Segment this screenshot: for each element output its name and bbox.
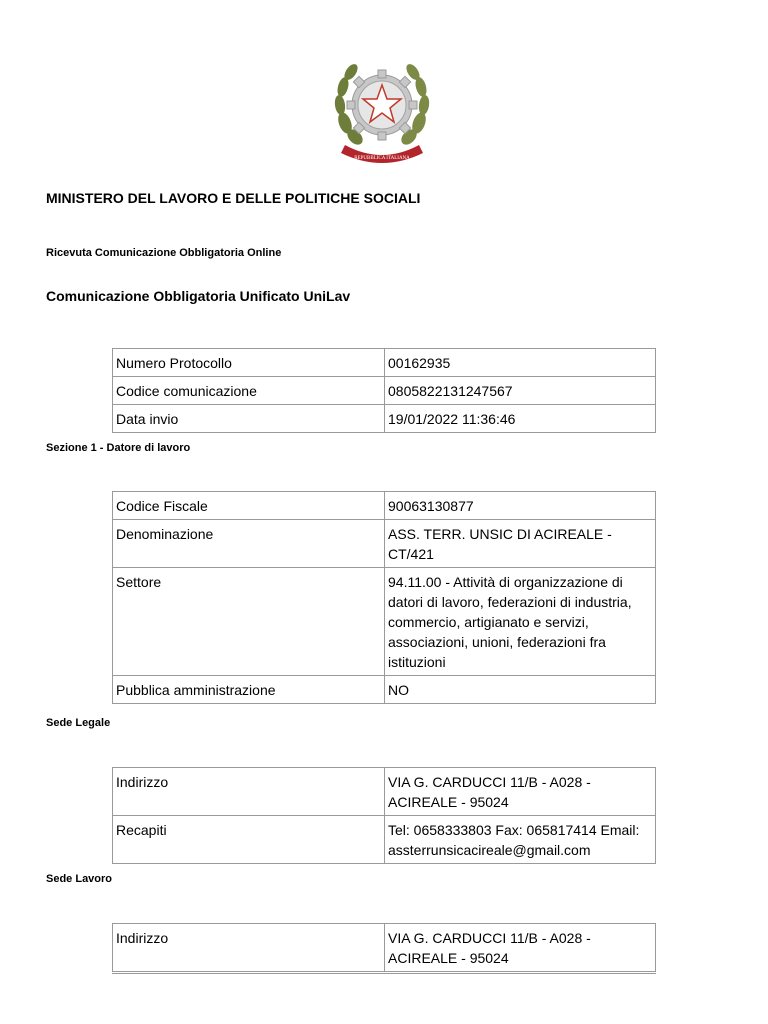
ministry-title: MINISTERO DEL LAVORO E DELLE POLITICHE SOCIALI (46, 190, 421, 206)
table-divider (112, 973, 656, 974)
table-row (113, 520, 656, 568)
table-row (113, 676, 656, 704)
table-row (113, 405, 656, 433)
contacts-value: Tel: 0658333803 Fax: 065817414 Email: assterrunsicacireale@gmail.com (385, 816, 656, 864)
protocol-number-label: Numero Protocollo (113, 349, 385, 377)
sector-label: Settore (113, 568, 385, 676)
table-row (113, 492, 656, 520)
work-address-value: VIA G. CARDUCCI 11/B - A028 - ACIREALE - 95024 (385, 924, 656, 972)
italian-republic-emblem-icon (331, 53, 433, 165)
communication-code-value: 0805822131247567 (385, 377, 656, 405)
protocol-table (112, 348, 656, 433)
table-row (113, 924, 656, 972)
section-work-seat-title: Sede Lavoro (46, 873, 113, 885)
company-name-value: ASS. TERR. UNSIC DI ACIREALE - CT/421 (385, 520, 656, 568)
protocol-number-value: 00162935 (385, 349, 656, 377)
table-row (113, 349, 656, 377)
communication-code-label: Codice comunicazione (113, 377, 385, 405)
tax-code-label: Codice Fiscale (113, 492, 385, 520)
table-row (113, 568, 656, 676)
contacts-label: Recapiti (113, 816, 385, 864)
public-administration-label: Pubblica amministrazione (113, 676, 385, 704)
send-date-label: Data invio (113, 405, 385, 433)
table-row (113, 768, 656, 816)
legal-seat-table (112, 767, 656, 864)
legal-address-value: VIA G. CARDUCCI 11/B - A028 - ACIREALE - 95024 (385, 768, 656, 816)
public-administration-value: NO (385, 676, 656, 704)
tax-code-value: 90063130877 (385, 492, 656, 520)
document-title: Comunicazione Obbligatoria Unificato UniLav (46, 288, 351, 304)
receipt-title: Ricevuta Comunicazione Obbligatoria Online (46, 247, 282, 259)
legal-address-label: Indirizzo (113, 768, 385, 816)
company-name-label: Denominazione (113, 520, 385, 568)
work-address-label: Indirizzo (113, 924, 385, 972)
table-row (113, 377, 656, 405)
sector-value: 94.11.00 - Attività di organizzazione di datori di lavoro, federazioni di industria, commercio, artigianato e servizi, associazioni, unioni, federazioni fra istituzioni (385, 568, 656, 676)
emblem-ribbon-text: REPUBBLICA ITALIANA (354, 156, 410, 161)
table-row (113, 816, 656, 864)
employer-table (112, 491, 656, 704)
send-date-value: 19/01/2022 11:36:46 (385, 405, 656, 433)
work-seat-table (112, 923, 656, 972)
section-employer-title: Sezione 1 - Datore di lavoro (46, 442, 191, 454)
section-legal-seat-title: Sede Legale (46, 717, 111, 729)
